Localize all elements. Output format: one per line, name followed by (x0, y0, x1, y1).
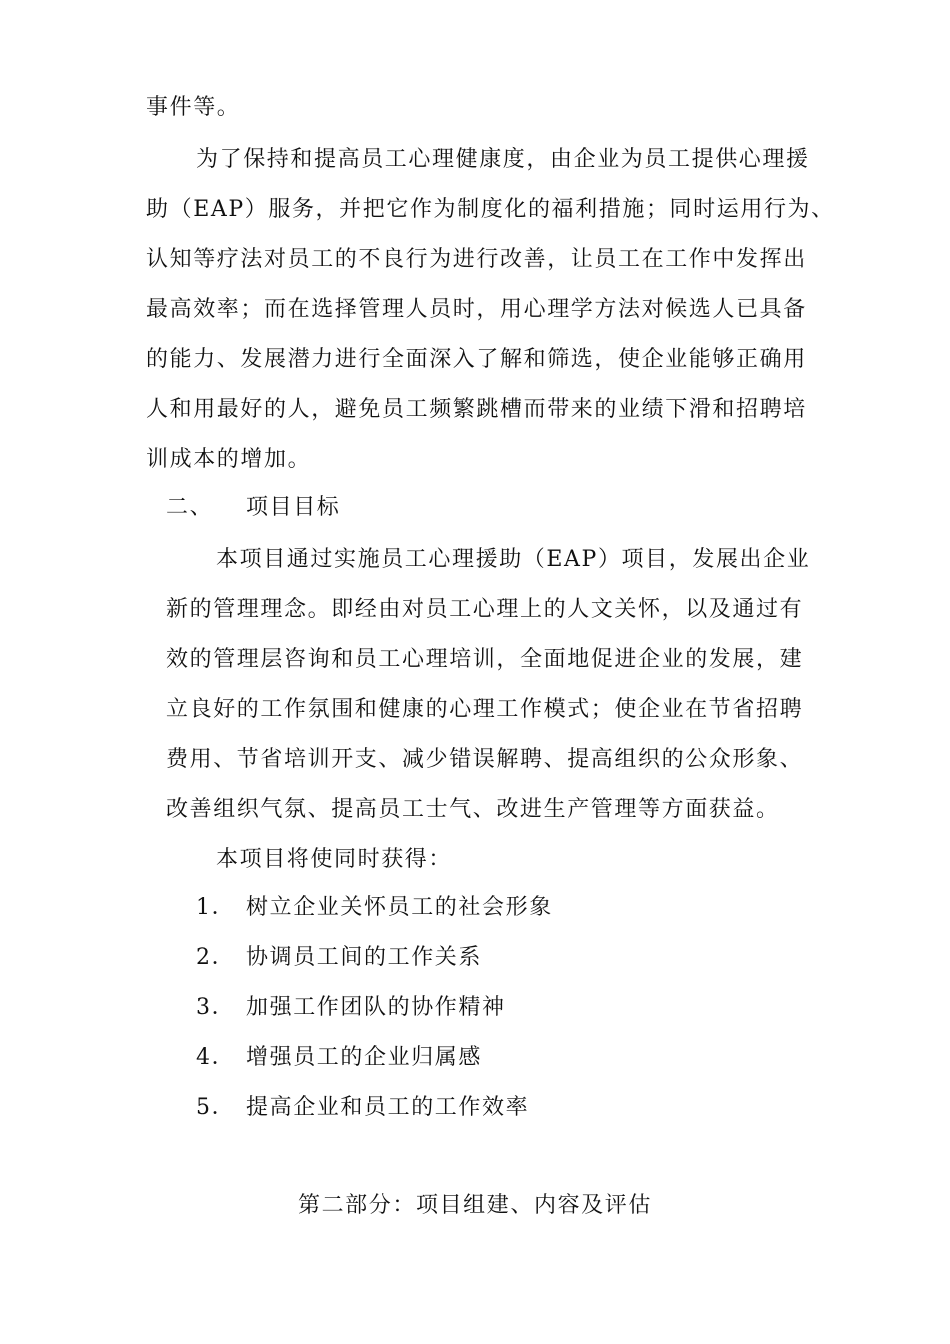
paragraph-line: 费用、节省培训开支、减少错误解聘、提高组织的公众形象、 (166, 747, 804, 772)
paragraph-line: 训成本的增加。 (146, 447, 312, 472)
list-item-number: 1． (196, 895, 236, 920)
paragraph-line: 人和用最好的人，避免员工频繁跳槽而带来的业绩下滑和招聘培 (146, 397, 807, 422)
paragraph-line: 本项目通过实施员工心理援助（EAP）项目，发展出企业 (216, 547, 811, 572)
paragraph-line: 认知等疗法对员工的不良行为进行改善，让员工在工作中发挥出 (146, 247, 807, 272)
section-heading-number: 二、 (166, 495, 214, 520)
paragraph-line: 助（EAP）服务，并把它作为制度化的福利措施；同时运用行为、 (146, 197, 835, 222)
list-item-text: 提高企业和员工的工作效率 (246, 1095, 530, 1120)
section-heading-title: 项目目标 (246, 495, 341, 520)
list-item-number: 3． (196, 995, 236, 1020)
list-item-number: 2． (196, 945, 236, 970)
part-title: 第二部分：项目组建、内容及评估 (297, 1193, 652, 1218)
list-item-text: 协调员工间的工作关系 (246, 945, 483, 970)
list-item-text: 增强员工的企业归属感 (246, 1045, 483, 1070)
paragraph-line: 事件等。 (146, 95, 241, 120)
list-item-text: 加强工作团队的协作精神 (246, 995, 506, 1020)
paragraph-line: 改善组织气氛、提高员工士气、改进生产管理等方面获益。 (166, 797, 780, 822)
benefits-intro: 本项目将使同时获得： (216, 847, 453, 872)
paragraph-line: 最高效率；而在选择管理人员时，用心理学方法对候选人已具备 (146, 297, 807, 322)
paragraph-line: 效的管理层咨询和员工心理培训，全面地促进企业的发展，建 (166, 647, 804, 672)
paragraph-line: 新的管理理念。即经由对员工心理上的人文关怀，以及通过有 (166, 597, 804, 622)
paragraph-line: 立良好的工作氛围和健康的心理工作模式；使企业在节省招聘 (166, 697, 804, 722)
list-item-number: 4． (196, 1045, 236, 1070)
paragraph-line: 为了保持和提高员工心理健康度，由企业为员工提供心理援 (196, 147, 810, 172)
list-item-text: 树立企业关怀员工的社会形象 (246, 895, 553, 920)
paragraph-line: 的能力、发展潜力进行全面深入了解和筛选，使企业能够正确用 (146, 347, 807, 372)
list-item-number: 5． (196, 1095, 236, 1120)
